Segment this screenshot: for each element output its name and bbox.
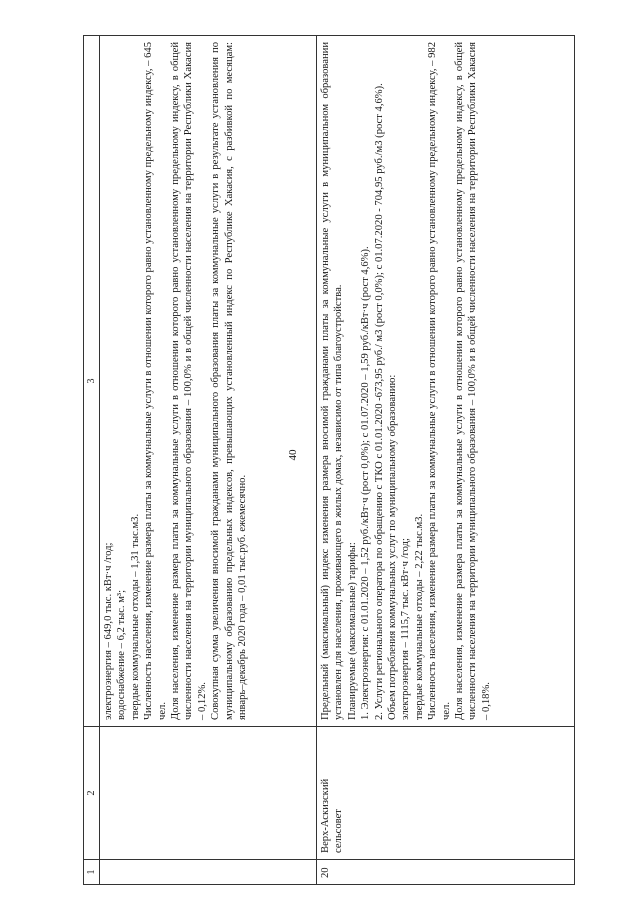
paragraph: 2. Услуги регионального оператора по обращению с ТКО с 01.01.2020 -673,95 руб./ м3 (рост 0,0%); с 01.07.2020 - 704,95 руб./м3 (рост 4,6%). [373, 83, 385, 720]
page-number: 40 [287, 449, 299, 461]
table-row [100, 36, 317, 885]
description-cell [100, 36, 317, 727]
paragraph: водоснабжение – 6,2 тыс. м³; [116, 589, 128, 720]
paragraph: Численность населения, изменение размера платы за коммунальные услуги в отношении которого равно установленному предельному индексу, – 645 чел. [143, 42, 168, 720]
paragraph: Планируемые (максимальные) тарифы: [346, 542, 358, 720]
municipality-name: Верх-Аскизский сельсовет [317, 727, 575, 860]
paragraph: электроэнергия – 1115,7 тыс. кВт·ч /год; [400, 538, 412, 720]
row-number [100, 860, 317, 885]
table-row [317, 36, 575, 885]
paragraph: Предельный (максимальный) индекс изменения размера вносимой гражданами платы за коммунальные услуги в муниципальном образовании установлен для населения, проживающего в жилых домах, независимо от типа благоустройства. [320, 42, 345, 720]
tariff-table [83, 35, 575, 885]
paragraph: Совокупная сумма увеличения вносимой гражданами муниципального образования платы за коммунальные услуги в результате установления по муниципальному образованию предельных индексов, превышающих установленный индекс по Республике Хакасия, с разбивкой по месяцам: январь–декабрь 2020 года – 0,01 тыс.руб. ежемесячно. [210, 42, 249, 720]
table-header-row [84, 36, 100, 885]
header-cell-2: 2 [84, 727, 100, 860]
paragraph: Доля населения, изменение размера платы за коммунальные услуги в отношении которого равно установленному предельному индексу, в общей численности населения на территории муниципального образования – 100,0% и в общей численности населения на территории Республики Хакасия – 0,12%. [170, 42, 208, 720]
paragraph: твердые коммунальные отходы – 1,31 тыс.м3. [129, 513, 141, 720]
header-cell-3: 3 [84, 36, 100, 727]
paragraph: Доля населения, изменение размера платы за коммунальные услуги в отношении которого равно установленному предельному индексу, в общей численности населения на территории муниципального образования – 100,0% и в общей численности населения на территории Республики Хакасия – 0,18%. [454, 42, 492, 720]
description-cell [317, 36, 575, 727]
paragraph: Объем потребления коммунальных услуг по муниципальному образованию: [387, 374, 399, 720]
paragraph: 1. Электроэнергия: с 01.01.2020 – 1,52 руб./кВт·ч (рост 0,0%); с 01.07.2020 – 1,59 руб./кВт·ч (рост 4,6%). [360, 246, 372, 720]
paragraph: Численность населения, изменение размера платы за коммунальные услуги в отношении которого равно установленному предельному индексу, – 982 чел. [427, 42, 452, 720]
row-number: 20 [317, 860, 575, 885]
header-cell-1: 1 [84, 860, 100, 885]
paragraph: электроэнергия – 649,0 тыс. кВт·ч /год; [103, 542, 114, 720]
municipality-name [100, 727, 317, 860]
paragraph: твердые коммунальные отходы – 2,22 тыс.м3. [413, 513, 425, 720]
